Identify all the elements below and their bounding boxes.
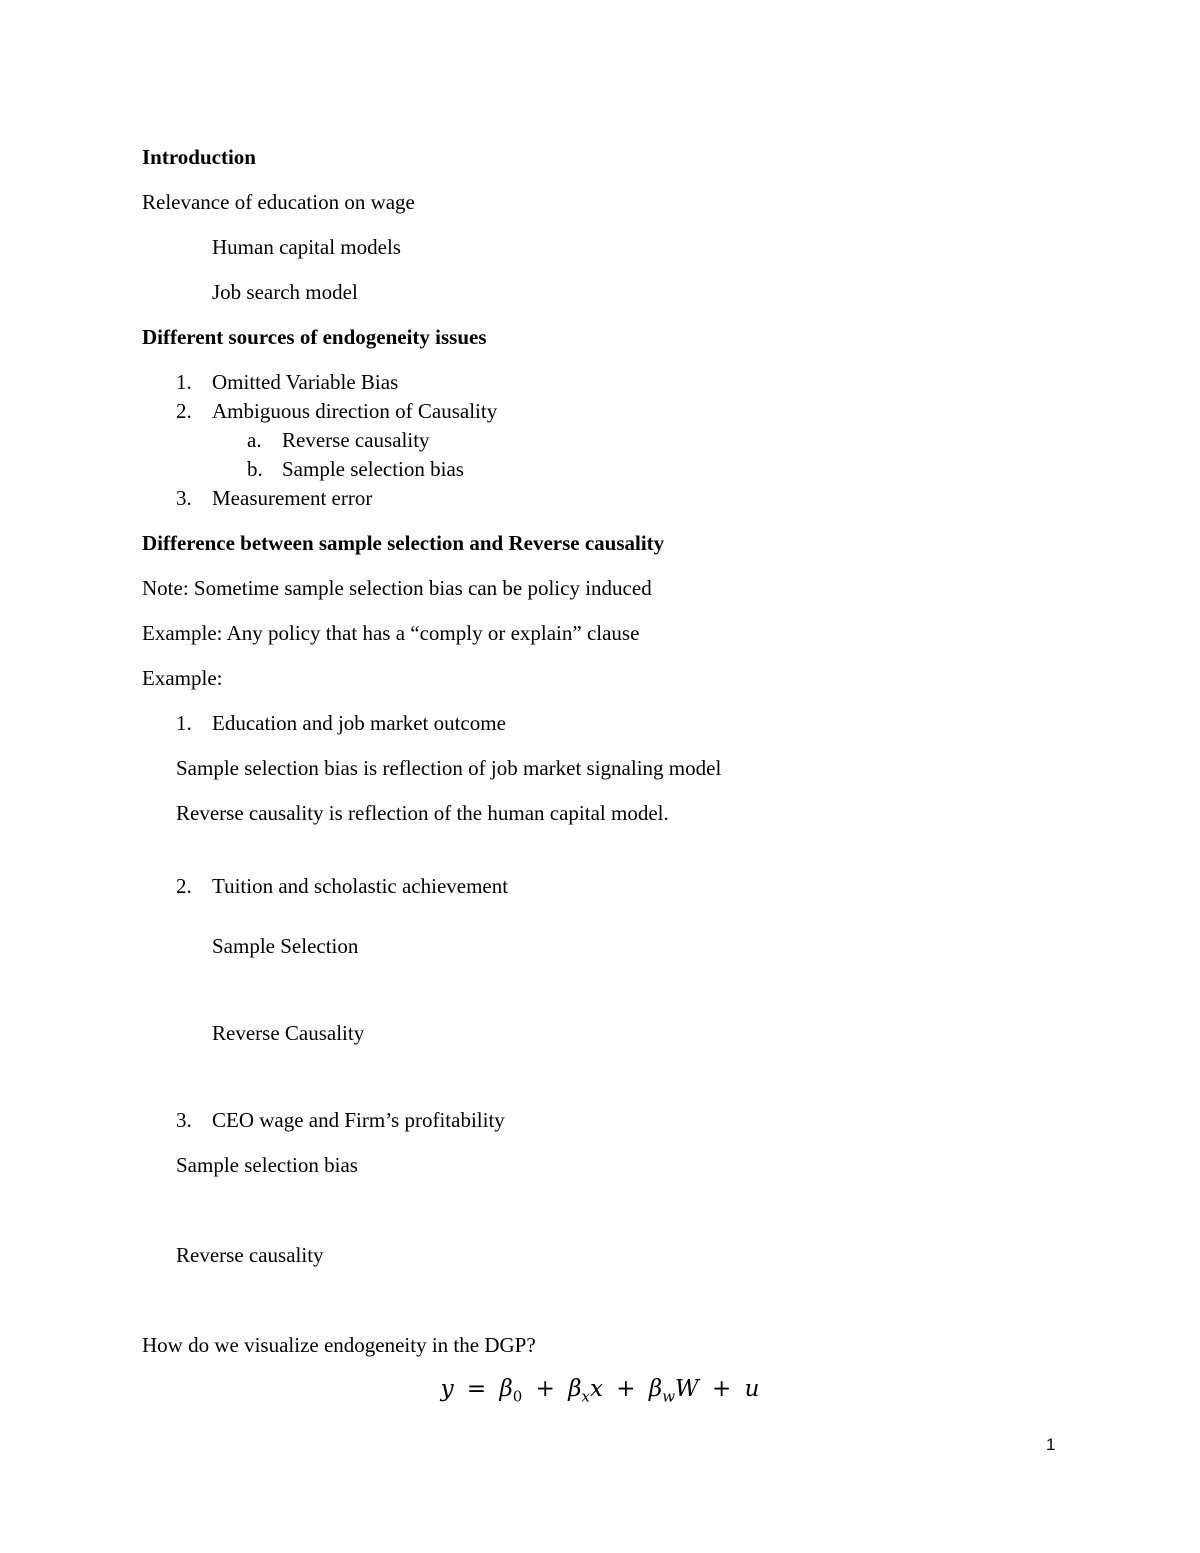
example-text: Sample selection bias is reflection of job market signaling model (176, 756, 722, 780)
example-title-education: Education and job market outcome (212, 711, 506, 735)
heading-sources: Different sources of endogeneity issues (142, 325, 487, 349)
example-text: Reverse causality is reflection of the human capital model. (176, 801, 669, 825)
list-number: 1. (176, 711, 192, 735)
example-text: Sample Selection (212, 934, 359, 958)
eq-u: u (744, 1376, 760, 1402)
eq-betaw-sub: w (662, 1387, 676, 1406)
human-capital-line: Human capital models (212, 235, 401, 259)
example-policy-line: Example: Any policy that has a “comply or explain” clause (142, 621, 640, 645)
list-number: 3. (176, 1108, 192, 1132)
list-item-measurement-error: Measurement error (212, 486, 373, 510)
eq-x: x (590, 1376, 603, 1402)
list-number: 2. (176, 874, 192, 898)
list-number: 3. (176, 486, 192, 510)
note-line: Note: Sometime sample selection bias can be policy induced (142, 576, 652, 600)
dgp-equation (0, 1374, 1200, 1412)
eq-equals: = (466, 1376, 487, 1402)
dgp-question: How do we visualize endogeneity in the DGP? (142, 1333, 536, 1357)
example-title-ceo: CEO wage and Firm’s profitability (212, 1108, 505, 1132)
eq-betaw: β (648, 1376, 663, 1402)
eq-y: y (440, 1376, 454, 1402)
heading-difference: Difference between sample selection and Reverse causality (142, 531, 665, 555)
example-text: Reverse Causality (212, 1021, 365, 1045)
list-item-omitted-variable: Omitted Variable Bias (212, 370, 399, 394)
eq-plus: + (616, 1376, 636, 1402)
sublist-item-sample-selection: Sample selection bias (282, 457, 464, 481)
eq-W: W (675, 1376, 699, 1402)
list-number: 1. (176, 370, 192, 394)
eq-plus: + (711, 1376, 732, 1402)
example-text: Reverse causality (176, 1243, 324, 1267)
eq-beta0-sub: 0 (512, 1387, 523, 1406)
job-search-line: Job search model (212, 280, 358, 304)
sublist-letter: a. (247, 428, 262, 452)
eq-betax: β (568, 1376, 582, 1402)
eq-beta0: β (499, 1376, 513, 1402)
page-number: 1 (1046, 1435, 1056, 1454)
relevance-line: Relevance of education on wage (142, 190, 415, 214)
example-text: Sample selection bias (176, 1153, 358, 1177)
eq-betax-sub: x (581, 1387, 590, 1406)
example-title-tuition: Tuition and scholastic achievement (212, 874, 509, 898)
list-number: 2. (176, 399, 192, 423)
sublist-letter: b. (247, 457, 263, 481)
sublist-item-reverse-causality: Reverse causality (282, 428, 430, 452)
heading-introduction: Introduction (142, 145, 256, 169)
eq-plus: + (535, 1376, 555, 1402)
list-item-ambiguous-causality: Ambiguous direction of Causality (212, 399, 498, 423)
example-label: Example: (142, 666, 223, 690)
